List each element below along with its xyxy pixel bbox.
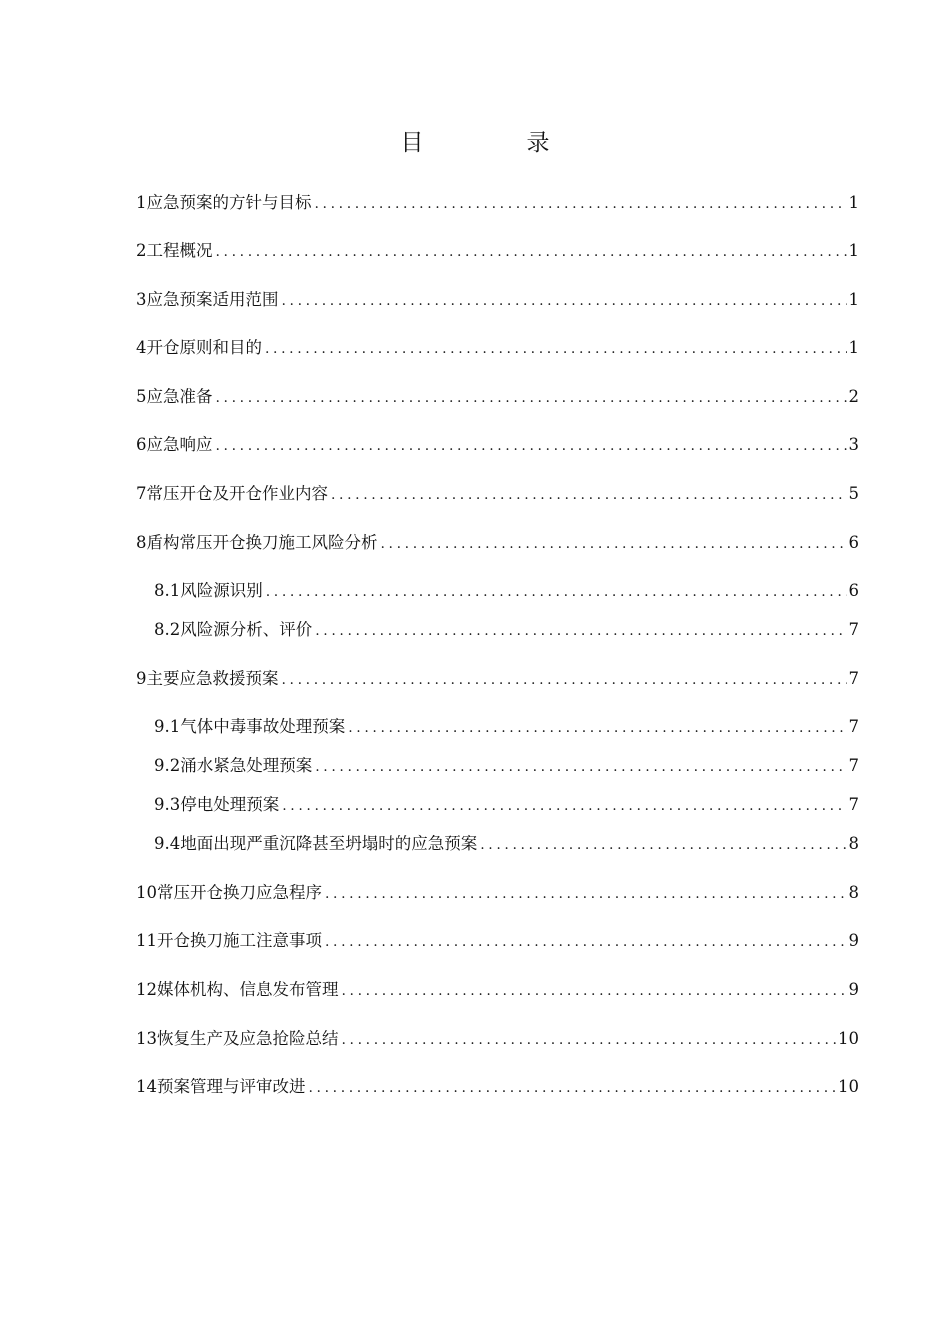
- toc-entry-title: 4开仓原则和目的: [136, 338, 262, 357]
- toc-entry-page-number: 8: [848, 883, 859, 902]
- toc-entry[interactable]: [154, 617, 859, 643]
- toc-entry-title: 9.1气体中毒事故处理预案: [154, 717, 346, 736]
- toc-entry[interactable]: [154, 831, 859, 857]
- toc-entry-title: 1应急预案的方针与目标: [136, 193, 312, 212]
- toc-leader-dots: [480, 832, 846, 858]
- toc-entry[interactable]: [136, 1026, 859, 1052]
- toc-entry[interactable]: [136, 287, 859, 313]
- toc-entry[interactable]: [136, 335, 859, 361]
- toc-entry-page-number: 1: [848, 241, 859, 260]
- toc-leader-dots: [315, 191, 847, 217]
- toc-leader-dots: [282, 793, 846, 819]
- toc-leader-dots: [309, 1075, 837, 1101]
- toc-entry-title: 5应急准备: [136, 387, 213, 406]
- toc-entry-page-number: 1: [848, 193, 859, 212]
- toc-entry-page-number: 7: [848, 620, 859, 639]
- toc-entry[interactable]: [154, 753, 859, 779]
- toc-entry-title: 7常压开仓及开仓作业内容: [136, 484, 328, 503]
- toc-entry-title: 2工程概况: [136, 241, 213, 260]
- toc-entry-title: 8.1风险源识别: [154, 581, 263, 600]
- toc-entry[interactable]: [136, 1074, 859, 1100]
- toc-entry[interactable]: [154, 792, 859, 818]
- toc-leader-dots: [325, 929, 847, 955]
- toc-entry-title: 11开仓换刀施工注意事项: [136, 931, 322, 950]
- toc-entry-title: 9主要应急救援预案: [136, 669, 279, 688]
- toc-leader-dots: [265, 336, 847, 362]
- toc-entry-title: 3应急预案适用范围: [136, 290, 279, 309]
- toc-entry-page-number: 7: [848, 756, 859, 775]
- toc-entry-title: 14预案管理与评审改进: [136, 1077, 306, 1096]
- toc-leader-dots: [315, 618, 846, 644]
- toc-entry-title: 9.2涌水紧急处理预案: [154, 756, 313, 775]
- toc-entry[interactable]: [154, 578, 859, 604]
- toc-entry-page-number: 7: [848, 717, 859, 736]
- toc-leader-dots: [216, 385, 847, 411]
- toc-entry-page-number: 2: [848, 387, 859, 406]
- toc-leader-dots: [216, 239, 847, 265]
- toc-entry[interactable]: [136, 880, 859, 906]
- toc-leader-dots: [342, 1027, 837, 1053]
- toc-entry-page-number: 3: [848, 435, 859, 454]
- toc-entry-page-number: 9: [848, 931, 859, 950]
- toc-leader-dots: [381, 531, 847, 557]
- toc-leader-dots: [325, 881, 847, 907]
- toc-entry[interactable]: [136, 666, 859, 692]
- toc-entry-page-number: 7: [848, 669, 859, 688]
- toc-entry[interactable]: [136, 384, 859, 410]
- toc-entry[interactable]: [136, 977, 859, 1003]
- page-title: 目 录: [400, 130, 590, 156]
- toc-entry-page-number: 6: [848, 581, 859, 600]
- toc-entry[interactable]: [136, 928, 859, 954]
- toc-leader-dots: [342, 978, 847, 1004]
- toc-leader-dots: [266, 579, 847, 605]
- toc-entry-title: 9.3停电处理预案: [154, 795, 280, 814]
- toc-entry[interactable]: [136, 190, 859, 216]
- toc-entry-title: 13恢复生产及应急抢险总结: [136, 1029, 339, 1048]
- toc-entry[interactable]: [136, 530, 859, 556]
- toc-entry-title: 6应急响应: [136, 435, 213, 454]
- toc-entry-page-number: 7: [848, 795, 859, 814]
- toc-entry-title: 8盾构常压开仓换刀施工风险分析: [136, 533, 378, 552]
- toc-entry[interactable]: [136, 238, 859, 264]
- toc-entry[interactable]: [136, 481, 859, 507]
- toc-entry-page-number: 1: [848, 338, 859, 357]
- toc-leader-dots: [282, 667, 847, 693]
- toc-entry-title: 8.2风险源分析、评价: [154, 620, 313, 639]
- toc-entry[interactable]: [136, 432, 859, 458]
- toc-leader-dots: [331, 482, 847, 508]
- toc-entry-title: 12媒体机构、信息发布管理: [136, 980, 339, 999]
- toc-entry-title: 10常压开仓换刀应急程序: [136, 883, 322, 902]
- toc-entry-page-number: 10: [838, 1029, 859, 1048]
- toc-entry-page-number: 9: [848, 980, 859, 999]
- toc-leader-dots: [315, 754, 846, 780]
- toc-entry-page-number: 8: [848, 834, 859, 853]
- toc-entry-title: 9.4地面出现严重沉降甚至坍塌时的应急预案: [154, 834, 478, 853]
- toc-entry-page-number: 6: [848, 533, 859, 552]
- toc-leader-dots: [282, 288, 847, 314]
- toc-entry-page-number: 1: [848, 290, 859, 309]
- toc-entry-page-number: 10: [838, 1077, 859, 1096]
- toc-entry[interactable]: [154, 714, 859, 740]
- toc-leader-dots: [216, 433, 847, 459]
- toc-entry-page-number: 5: [848, 484, 859, 503]
- toc-leader-dots: [348, 715, 846, 741]
